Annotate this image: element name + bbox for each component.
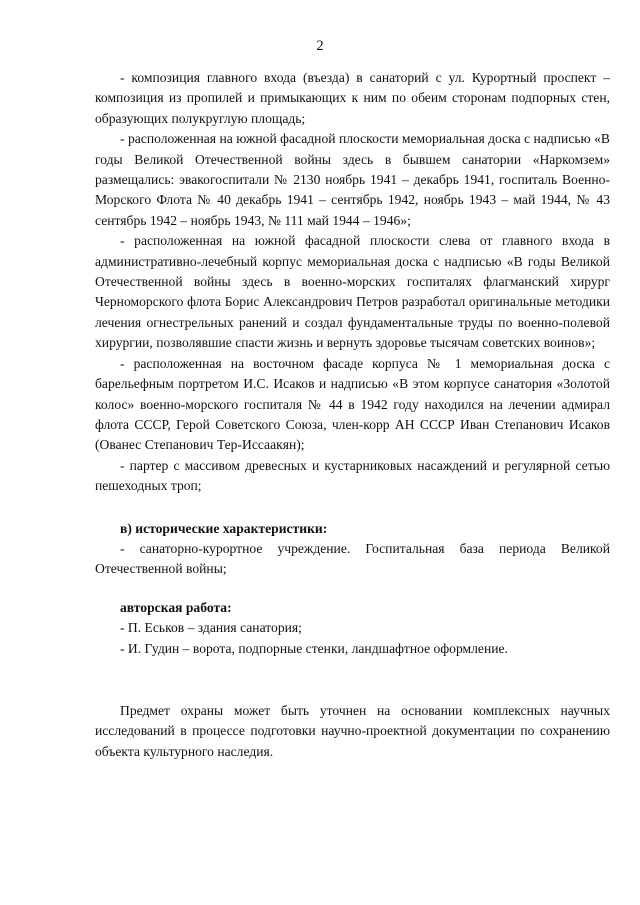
protected-item-memorial-plaque-isakov: - расположенная на восточном фасаде корпуса № 1 мемориальная доска с барельефным портретом И.С. Исаков и надписью «В этом корпусе санатория «Золотой колос» военно-морского госпиталя № 44 в 1942 году находился на лечении адмирал флота СССР, Герой Советского Союза, член-корр АН СССР Иван Степанович Исаков (Ованес Степанович Тер-Иссаакян); [95,355,610,453]
protected-item-memorial-plaque-hospitals: - расположенная на южной фасадной плоскости мемориальная доска с надписью «В годы Великой Отечественной войны здесь в бывшем санатории «Наркомзем» размещались: эвакогоспитали № 2130 ноябрь 1941 – декабрь 1941, госпиталь Военно-Морского Флота № 40 декабрь 1941 – сентябрь 1942, ноябрь 1943 – май 1944, № 43 сентябрь 1942 – ноябрь 1943, № 111 май 1944 – 1946»; [95,131,610,228]
authorship-heading: авторская работа: [120,599,232,615]
page-number: 2 [316,38,324,54]
author-line: - И. Гудин – ворота, подпорные стенки, ландшафтное оформление. [120,640,508,656]
protected-item-main-entrance: - композиция главного входа (въезда) в санаторий с ул. Курортный проспект – композиция из пропилей и примыкающих к ним по обеим сторонам подпорных стен, образующих полукруглую площадь; [95,70,610,126]
document-body [95,68,610,762]
closing-paragraph: Предмет охраны может быть уточнен на основании комплексных научных исследований в процессе подготовки научно-проектной документации по сохранению объекта культурного наследия. [95,702,610,759]
protected-item-memorial-plaque-petrov: - расположенная на южной фасадной плоскости слева от главного входа в административно-лечебный корпус мемориальная доска с надписью «В годы Великой Отечественной войны здесь в военно-морских госпиталях флагманский хирург Черноморского флота Борис Александрович Петров разработал оригинальные методики лечения огнестрельных ранений и создал фундаментальные труды по военно-полевой хирургии, позволявшие спасти жизнь и вернуть здоровье тысячам советских воинов»; [95,233,610,351]
section-spacer [95,497,610,519]
historical-characteristics-text: - санаторно-курортное учреждение. Госпитальная база периода Великой Отечественной войны; [95,540,610,577]
section-spacer [95,580,610,598]
section-spacer [95,659,610,701]
historical-characteristics-heading: в) исторические характеристики: [120,520,328,536]
author-line: - П. Еськов – здания санатория; [120,620,302,636]
protected-item-parterre: - партер с массивом древесных и кустарниковых насаждений и регулярной сетью пешеходных троп; [95,457,610,494]
